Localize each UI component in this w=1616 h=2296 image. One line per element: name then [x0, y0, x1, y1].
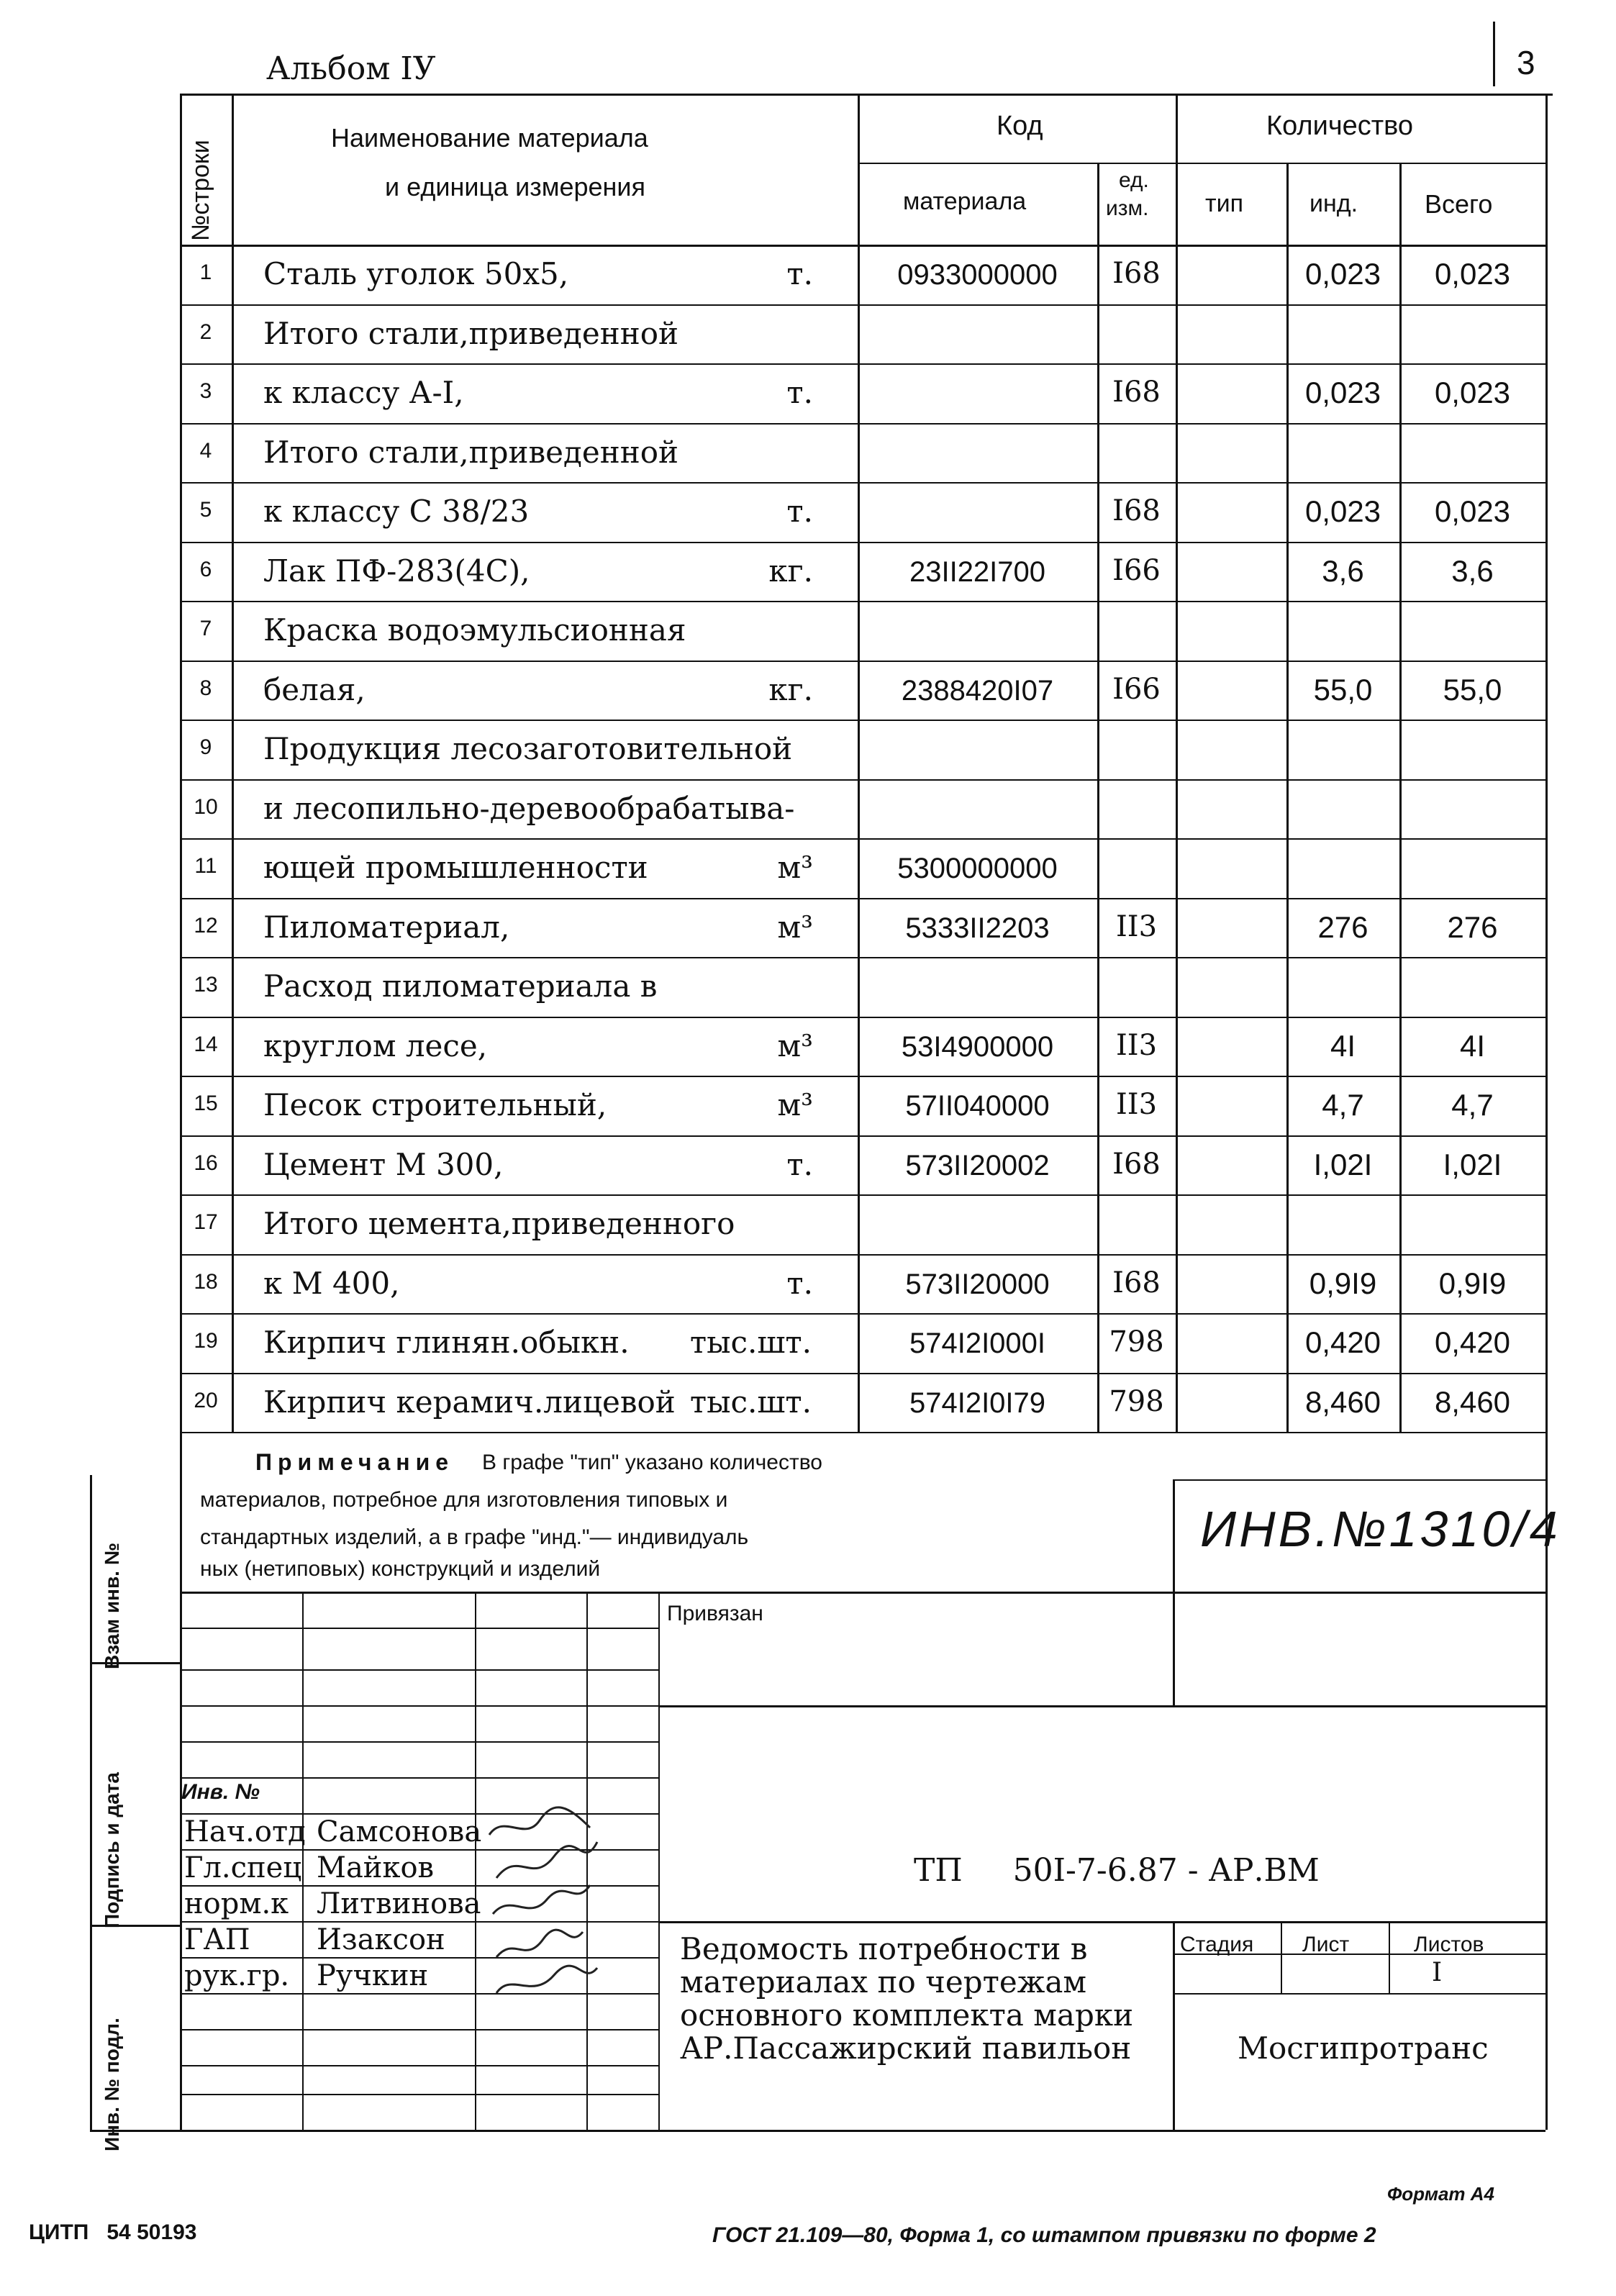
row-total-qty: 0,420: [1434, 1325, 1511, 1359]
col-line-type: [1176, 94, 1178, 1432]
row-ind-qty: 8,460: [1304, 1384, 1381, 1419]
row-number: 20: [194, 1388, 218, 1412]
col-header-unit-line2: изм.: [1106, 196, 1149, 220]
row-line: [180, 1017, 1545, 1018]
signatory-name: Самсонова: [317, 1815, 482, 1848]
row-line: [180, 1135, 1545, 1137]
row-number: 18: [194, 1269, 218, 1294]
row-total-qty: 0,023: [1434, 257, 1511, 291]
stamp-privyazan-bottom: [658, 1705, 1545, 1707]
row-material-name: и лесопильно-деревообрабатыва-: [263, 790, 795, 826]
row-ind-qty: I,02I: [1313, 1147, 1373, 1181]
row-line: [180, 542, 1545, 543]
row-unit-code: II3: [1115, 1028, 1158, 1062]
col-line-name: [232, 94, 234, 1432]
row-number: 6: [199, 557, 212, 581]
row-unit: тыс.шт.: [689, 1384, 812, 1420]
title-line3: основного комплекта марки: [680, 1997, 1134, 2033]
row-unit: т.: [786, 375, 813, 410]
row-ind-qty: 276: [1317, 909, 1368, 944]
row-number: 13: [194, 973, 218, 997]
row-unit-code: I68: [1112, 376, 1161, 409]
row-total-qty: 55,0: [1443, 672, 1502, 707]
signatory-name: Изаксон: [317, 1923, 445, 1956]
row-number: 16: [194, 1151, 218, 1175]
title-line2: материалах по чертежам: [680, 1964, 1087, 2000]
row-unit: т.: [786, 1265, 813, 1301]
row-material-name: белая,: [263, 671, 366, 707]
stamp-row-line: [180, 2029, 658, 2030]
row-number: 15: [194, 1092, 218, 1115]
row-total-qty: 0,023: [1434, 494, 1511, 528]
row-unit: т.: [786, 1146, 813, 1182]
row-ind-qty: 0,420: [1304, 1325, 1381, 1359]
row-line: [180, 957, 1545, 958]
row-material-name: Кирпич глинян.обыкн.: [263, 1325, 630, 1360]
row-unit-code: I68: [1112, 1266, 1161, 1299]
row-ind-qty: 4I: [1330, 1028, 1356, 1063]
row-unit: м³: [777, 850, 813, 885]
row-line: [180, 304, 1545, 306]
row-total-qty: 4I: [1459, 1028, 1486, 1063]
row-code: 573II20000: [905, 1268, 1050, 1300]
row-unit: т.: [786, 494, 813, 529]
row-number: 7: [199, 617, 212, 640]
row-code: 5300000000: [897, 853, 1058, 884]
row-line: [180, 363, 1545, 365]
header-bottom-line: [180, 245, 1545, 247]
note-line4: ных (нетиповых) конструкций и изделий: [200, 1557, 601, 1581]
row-code: 5333II2203: [905, 912, 1050, 944]
row-material-name: круглом лесе,: [263, 1027, 488, 1063]
row-number: 8: [199, 676, 212, 700]
stamp-top-line: [180, 1592, 1545, 1594]
row-unit: тыс.шт.: [689, 1325, 812, 1360]
signatory-role: норм.к: [184, 1887, 289, 1920]
signatory-name: Ручкин: [317, 1959, 429, 1992]
row-number: 19: [194, 1329, 218, 1353]
row-unit-code: I68: [1112, 1147, 1161, 1181]
row-line: [180, 1254, 1545, 1256]
row-unit-code: I66: [1112, 672, 1161, 706]
col-header-type: тип: [1205, 190, 1243, 217]
row-number: 12: [194, 913, 218, 938]
row-line: [180, 720, 1545, 721]
row-line: [180, 601, 1545, 602]
stamp-row-line: [180, 1705, 658, 1707]
organization: Мосгипротранс: [1238, 2030, 1489, 2066]
row-unit: т.: [786, 256, 813, 291]
row-unit-code: I68: [1112, 257, 1161, 290]
side-label-sign-date: Подпись и дата: [101, 1772, 123, 1928]
row-total-qty: 4,7: [1451, 1088, 1494, 1122]
side-label-vzam: Взам инв. №: [101, 1543, 123, 1669]
row-material-name: к классу С 38/23: [263, 494, 530, 529]
row-ind-qty: 0,023: [1304, 257, 1381, 291]
row-number: 10: [194, 794, 218, 819]
row-line: [180, 1432, 1545, 1433]
row-total-qty: 3,6: [1451, 553, 1494, 588]
col-header-name-line2: и единица измерения: [385, 172, 646, 201]
row-line: [180, 661, 1545, 662]
row-material-name: Итого стали,приведенной: [263, 315, 678, 351]
row-code: 2388420I07: [901, 674, 1054, 707]
row-line: [180, 423, 1545, 425]
row-line: [180, 1076, 1545, 1077]
stamp-row-line: [180, 1669, 658, 1671]
row-total-qty: 8,460: [1434, 1384, 1511, 1419]
row-material-name: Цемент М 300,: [263, 1146, 504, 1182]
title-line4: АР.Пассажирский павильон: [680, 2030, 1132, 2066]
row-material-name: Итого цемента,приведенного: [263, 1206, 735, 1241]
row-material-name: Лак ПФ-283(4С),: [263, 553, 530, 589]
row-material-name: Продукция лесозаготовительной: [263, 731, 793, 766]
format-label: Формат А4: [1387, 2183, 1494, 2205]
col-header-ind: инд.: [1309, 190, 1358, 217]
row-material-name: Песок строительный,: [263, 1087, 607, 1122]
stage-label: Стадия: [1180, 1933, 1254, 1956]
row-ind-qty: 3,6: [1322, 553, 1364, 588]
note-line3: стандартных изделий, а в графе "инд."— индивидуаль: [200, 1525, 749, 1549]
stamp-bottom-line: [90, 2130, 1545, 2132]
row-number: 9: [199, 735, 212, 759]
note-title: Примечание: [255, 1449, 455, 1475]
row-line: [180, 898, 1545, 899]
row-line: [180, 1313, 1545, 1315]
row-material-name: Сталь уголок 50x5,: [263, 256, 569, 291]
row-material-name: Кирпич керамич.лицевой: [263, 1384, 676, 1420]
signatory-role: рук.гр.: [184, 1959, 290, 1992]
col-header-row-no: №строки: [187, 140, 214, 241]
row-code: 53I4900000: [901, 1030, 1054, 1063]
page-number: 3: [1517, 44, 1535, 81]
stamp-row-line: [180, 1741, 658, 1743]
stamp-outer-left: [90, 1475, 92, 2130]
stamp-col-line: [302, 1592, 304, 2130]
row-number: 14: [194, 1032, 218, 1056]
signatory-role: ГАП: [184, 1923, 250, 1956]
inventory-box-top: [1173, 1479, 1545, 1481]
stamp-col-line: [658, 1592, 660, 2130]
row-code: 573II20002: [905, 1149, 1050, 1181]
inv-no-label: Инв. №: [181, 1780, 260, 1804]
page-number-divider: [1493, 22, 1495, 86]
stamp-row-line: [180, 2065, 658, 2066]
row-unit: кг.: [768, 553, 813, 589]
row-unit-code: I66: [1112, 553, 1161, 587]
stamp-row-line: [180, 2094, 658, 2095]
row-total-qty: I,02I: [1443, 1147, 1502, 1181]
note-line1: В графе "тип" указано количество: [482, 1451, 822, 1474]
row-line: [180, 1373, 1545, 1374]
row-code: 0933000000: [897, 259, 1058, 291]
signatory-name: Майков: [317, 1851, 435, 1884]
sheet-col-line: [1389, 1921, 1390, 1993]
row-code: 57II040000: [905, 1090, 1050, 1122]
stamp-title-divider: [1173, 1921, 1175, 2130]
sheets-value: I: [1432, 1958, 1443, 1987]
row-material-name: Пиломатериал,: [263, 909, 510, 945]
col-line-code: [858, 94, 860, 1432]
note-line2: материалов, потребное для изготовления типовых и: [200, 1488, 728, 1512]
col-header-code: Код: [997, 111, 1043, 141]
table-top-line: [180, 94, 1553, 96]
row-unit: м³: [777, 909, 813, 945]
signatory-role: Гл.спец: [184, 1851, 302, 1884]
row-unit: м³: [777, 1027, 813, 1063]
row-unit-code: 798: [1109, 1325, 1164, 1358]
stamp-designation-bottom: [658, 1921, 1545, 1923]
row-ind-qty: 4,7: [1322, 1088, 1364, 1122]
col-header-name-line1: Наименование материала: [331, 123, 648, 153]
row-code: 23II22I700: [909, 555, 1046, 588]
row-material-name: к классу А-I,: [263, 375, 464, 410]
row-material-name: ющей промышленности: [263, 850, 648, 885]
row-line: [180, 838, 1545, 840]
sheet-label: Лист: [1302, 1933, 1350, 1956]
row-unit-code: II3: [1115, 1088, 1158, 1121]
row-unit-code: II3: [1115, 909, 1158, 943]
stage-col-line: [1281, 1921, 1282, 1993]
album-label: Альбом IУ: [266, 50, 436, 87]
row-total-qty: 276: [1447, 909, 1498, 944]
row-unit-code: I68: [1112, 494, 1161, 527]
inventory-number: ИНВ.№1310/4: [1200, 1501, 1561, 1557]
row-number: 2: [199, 319, 212, 344]
row-line: [180, 1194, 1545, 1196]
stamp-row-line: [180, 1777, 658, 1779]
footer-left: ЦИТП 54 50193: [29, 2220, 197, 2244]
privyazan-divider: [1173, 1592, 1175, 1705]
row-unit: м³: [777, 1087, 813, 1122]
stamp-row-line: [180, 1628, 658, 1629]
row-ind-qty: 0,023: [1304, 376, 1381, 409]
row-number: 11: [194, 854, 217, 878]
stage-value-line: [1173, 1993, 1545, 1995]
col-header-code-material: материала: [903, 188, 1027, 215]
row-code: 574I2I000I: [909, 1328, 1046, 1359]
sheets-label: Листов: [1414, 1933, 1484, 1956]
header-mid-line: [858, 163, 1545, 164]
col-header-unit-line1: ед.: [1119, 168, 1149, 192]
row-number: 17: [194, 1210, 218, 1234]
row-total-qty: 0,9I9: [1438, 1266, 1507, 1300]
title-line1: Ведомость потребности в: [680, 1931, 1088, 1966]
privyazan-label: Привязан: [667, 1602, 763, 1625]
signatory-name: Литвинова: [317, 1887, 481, 1920]
handwritten-signatures: [475, 1792, 648, 2007]
row-material-name: Расход пиломатериала в: [263, 968, 658, 1004]
col-line-unit: [1097, 163, 1099, 1432]
row-material-name: Краска водоэмульсионная: [263, 612, 686, 648]
row-number: 3: [199, 379, 212, 403]
row-unit-code: 798: [1109, 1384, 1164, 1418]
col-line-total: [1399, 163, 1402, 1432]
row-number: 5: [199, 498, 212, 522]
row-number: 1: [199, 260, 212, 284]
col-header-total: Всего: [1425, 189, 1493, 219]
footer-right: ГОСТ 21.109—80, Форма 1, со штампом привязки по форме 2: [712, 2223, 1376, 2247]
row-unit: кг.: [768, 671, 813, 707]
row-line: [180, 482, 1545, 484]
table-right-border: [1545, 94, 1548, 1432]
row-ind-qty: 0,9I9: [1309, 1266, 1377, 1300]
row-line: [180, 779, 1545, 781]
row-total-qty: 0,023: [1434, 376, 1511, 409]
col-header-qty: Количество: [1266, 111, 1414, 141]
side-label-inv-podl: Инв. № подл.: [101, 2018, 123, 2151]
row-material-name: к М 400,: [263, 1265, 400, 1301]
row-ind-qty: 0,023: [1304, 494, 1381, 528]
document-designation: ТП 50I-7-6.87 - АР.ВМ: [914, 1852, 1320, 1889]
col-line-ind: [1286, 163, 1289, 1432]
row-code: 574I2I0I79: [909, 1387, 1046, 1419]
signatory-role: Нач.отд: [184, 1815, 306, 1848]
row-number: 4: [199, 438, 212, 463]
row-material-name: Итого стали,приведенной: [263, 434, 678, 470]
row-ind-qty: 55,0: [1313, 672, 1373, 707]
